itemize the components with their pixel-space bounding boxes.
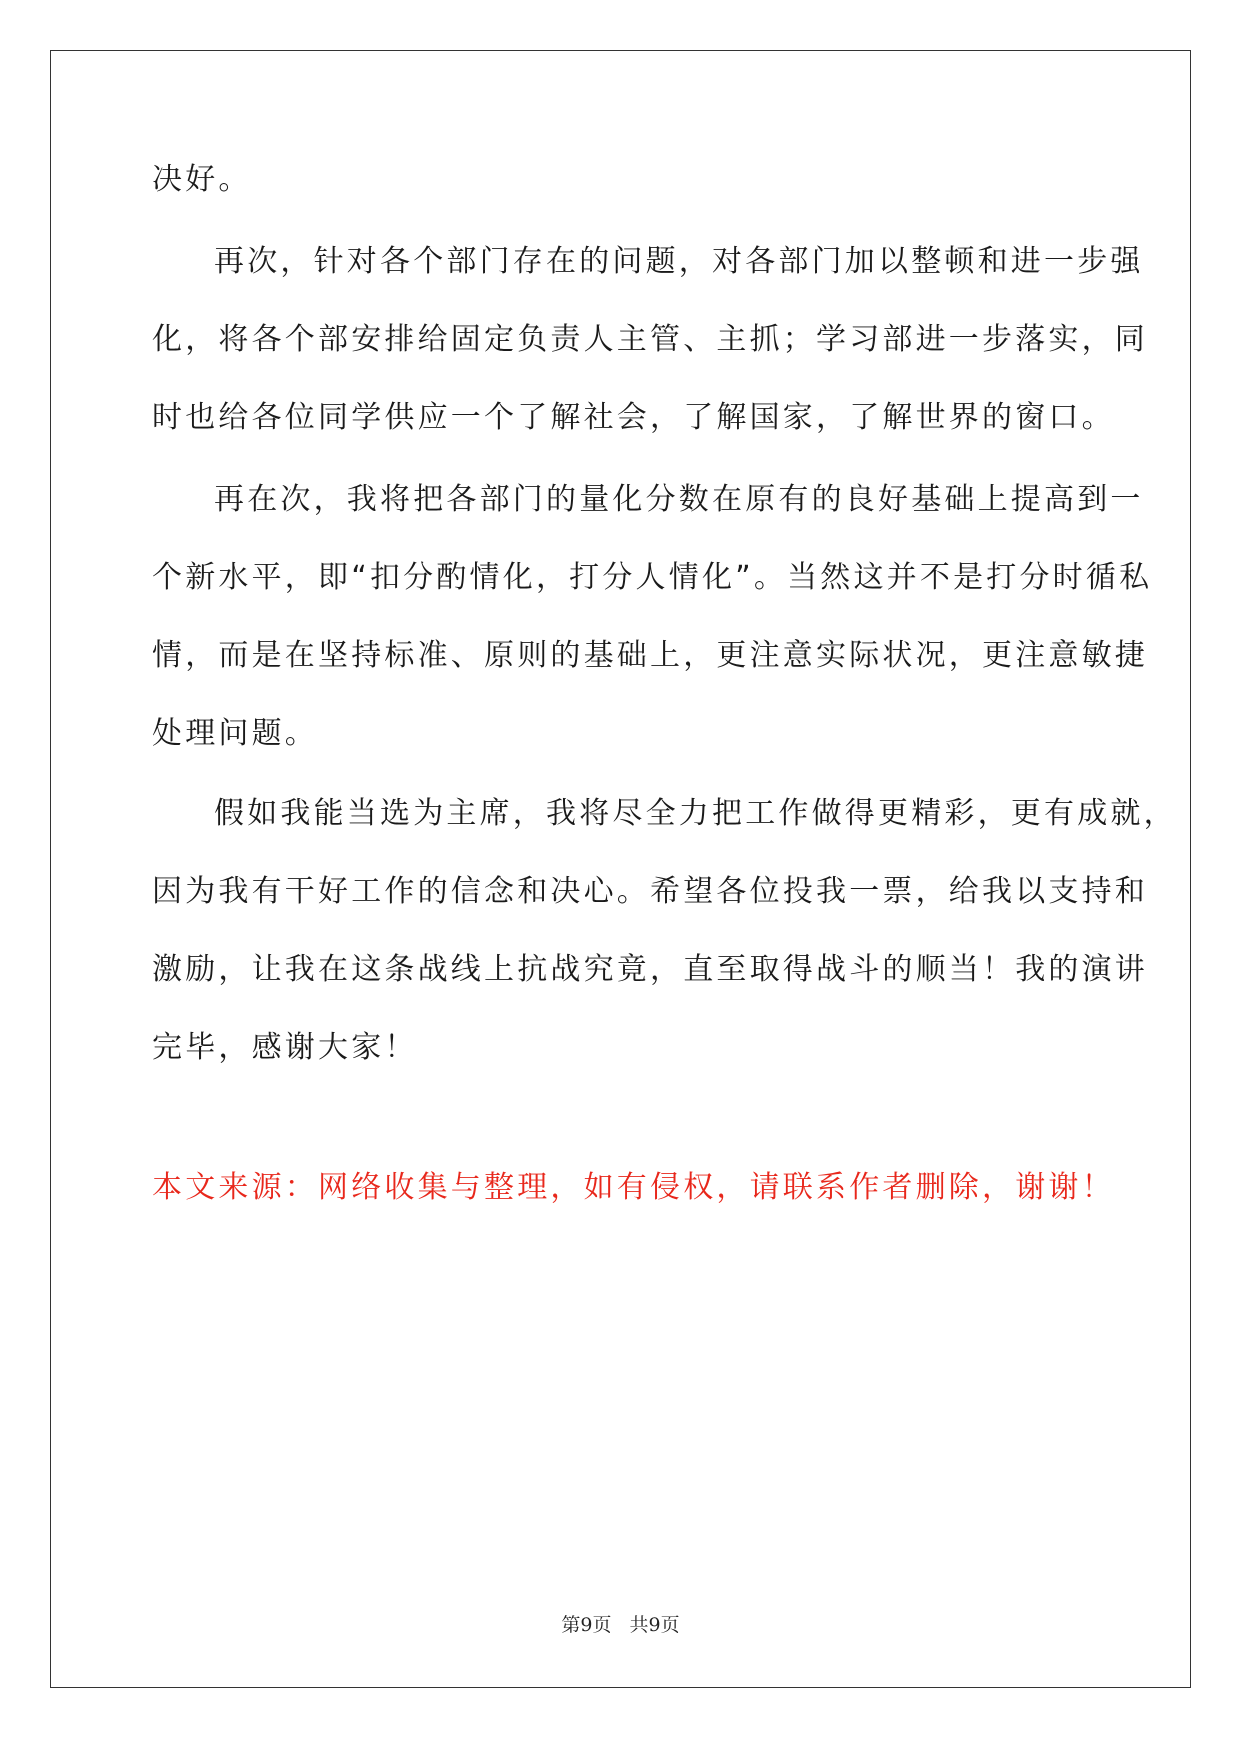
paragraph-3-line-2: 个新水平，即“扣分酌情化，打分人情化”。当然这并不是打分时循私 xyxy=(152,560,1153,595)
paragraph-4-line-1: 假如我能当选为主席，我将尽全力把工作做得更精彩，更有成就， xyxy=(214,796,1177,831)
paragraph-2-line-2: 化，将各个部安排给固定负责人主管、主抓；学习部进一步落实，同 xyxy=(152,322,1148,357)
page-footer xyxy=(0,1610,1241,1637)
paragraph-4-line-3: 激励，让我在这条战线上抗战究竟，直至取得战斗的顺当！我的演讲 xyxy=(152,952,1148,987)
source-note: 本文来源：网络收集与整理，如有侵权，请联系作者删除，谢谢！ xyxy=(152,1170,1115,1205)
paragraph-3-line-1: 再在次，我将把各部门的量化分数在原有的良好基础上提高到一 xyxy=(214,482,1144,517)
paragraph-1-line-1: 决好。 xyxy=(152,162,252,197)
paragraph-2-line-3: 时也给各位同学供应一个了解社会，了解国家，了解世界的窗口。 xyxy=(152,400,1115,435)
page-number-total: 共9页 xyxy=(629,1614,680,1636)
paragraph-4-line-2: 因为我有干好工作的信念和决心。希望各位投我一票，给我以支持和 xyxy=(152,874,1148,909)
page-number-current: 第9页 xyxy=(561,1614,612,1636)
paragraph-2-line-1: 再次，针对各个部门存在的问题，对各部门加以整顿和进一步强 xyxy=(214,244,1144,279)
paragraph-3-line-3: 情，而是在坚持标准、原则的基础上，更注意实际状况，更注意敏捷 xyxy=(152,638,1148,673)
page-border xyxy=(50,50,1191,1688)
paragraph-3-line-4: 处理问题。 xyxy=(152,716,318,751)
paragraph-4-line-4: 完毕，感谢大家！ xyxy=(152,1030,418,1065)
